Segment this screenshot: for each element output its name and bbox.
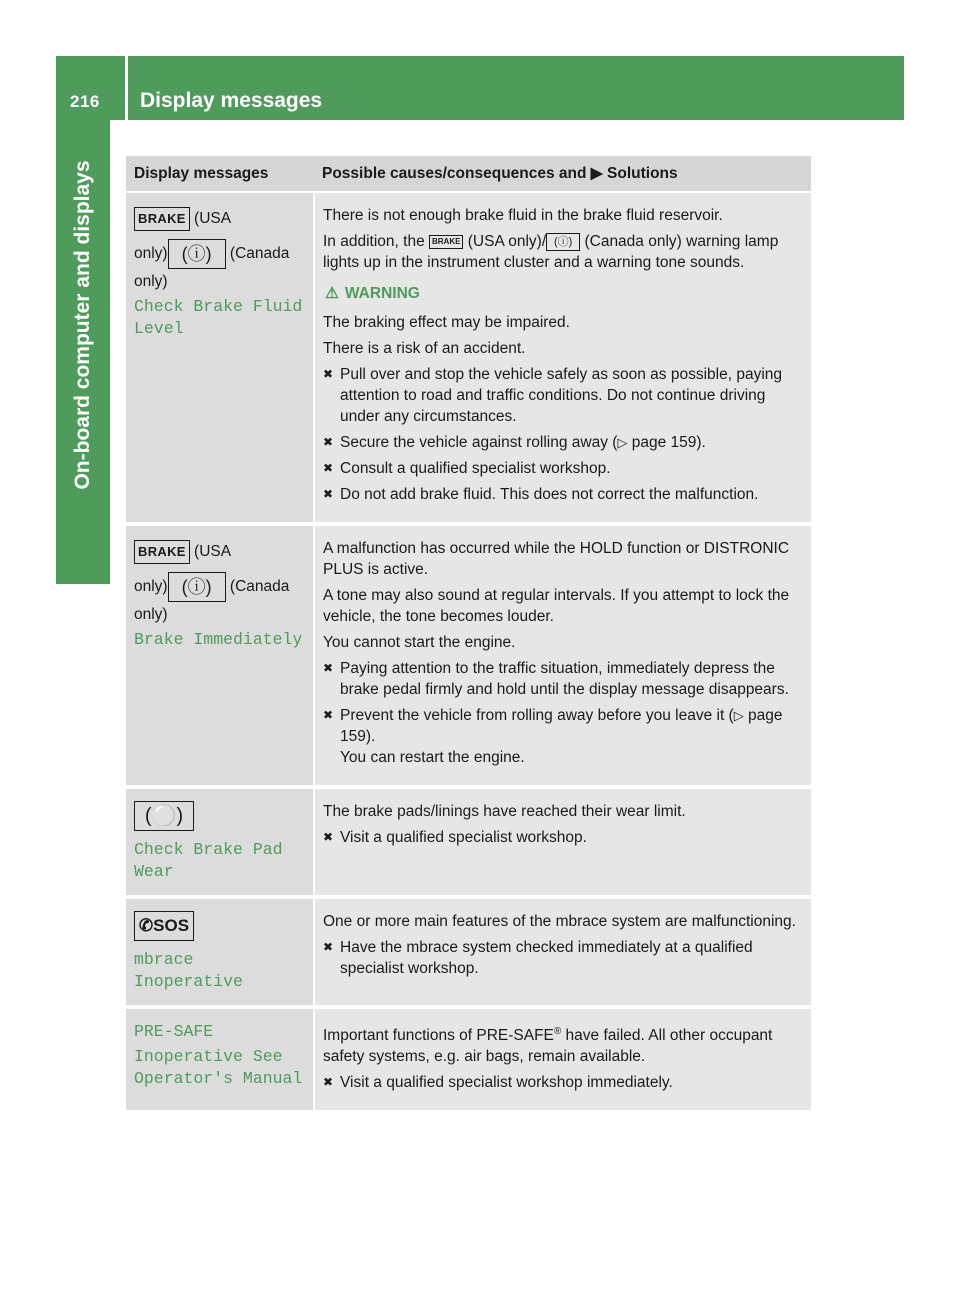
step-arrow-icon: ✖ xyxy=(323,1075,334,1090)
step-arrow-icon: ✖ xyxy=(323,435,334,449)
table-header-row xyxy=(126,156,811,192)
page-ref-icon: ▷ xyxy=(617,435,628,450)
col-header-causes: Possible causes/consequences and ▶ Solutions xyxy=(314,156,811,192)
page-number: 216 xyxy=(70,92,100,111)
play-arrow-icon: ▶ xyxy=(590,165,603,182)
step-arrow-icon: ✖ xyxy=(323,830,334,844)
display-message-cell xyxy=(126,1007,314,1112)
step-item: ✖ Visit a qualified specialist workshop immediately. xyxy=(323,1074,673,1092)
solutions-cell: There is not enough brake fluid in the brake fluid reservoir. In addition, the BRAKE (USA only)/ (ⓘ) (Canada only) warning lamp lights up in the instrument cluster and a warning tone sounds. ⚠ WARNING The braking effect may be impaired. There is a risk of an accident. ✖ Pull over and stop the vehicle safely as soon as possible, paying attention to road and traffic conditions. Do not continue driving under any circumstances. ✖ Secure the vehicle against rolling away (▷ page 159). ✖ Consult a qualified specialist workshop. ✖ Do not add brake fluid. This does not correct the malfunction. xyxy=(314,192,811,524)
message-text: Check Brake Pad xyxy=(134,840,283,859)
sidebar-section xyxy=(56,120,110,530)
step-item: ✖ Paying attention to the traffic situation, immediately depress the brake pedal firmly and hold until the display message disappears. xyxy=(323,660,789,698)
solutions-cell: One or more main features of the mbrace system are malfunctioning. ✖ Have the mbrace system checked immediately at a qualified specialist workshop. xyxy=(314,897,811,1007)
step-arrow-icon: ✖ xyxy=(323,487,334,501)
step-item: ✖ Pull over and stop the vehicle safely as soon as possible, paying attention to road and traffic conditions. Do not continue driving under any circumstances. xyxy=(323,366,783,425)
display-message-cell xyxy=(126,897,314,1007)
brake-warning-icon: BRAKE xyxy=(134,540,190,564)
step-item: ✖ Secure the vehicle against rolling away (▷ page 159). xyxy=(323,434,706,451)
message-text: PRE-SAFE xyxy=(134,1022,214,1041)
step-arrow-icon: ✖ xyxy=(323,367,334,381)
step-item: ✖ Have the mbrace system checked immediately at a qualified specialist workshop. xyxy=(323,939,753,977)
table-row xyxy=(126,192,811,524)
page-title: Display messages xyxy=(140,89,323,112)
display-message-cell: BRAKE (USA only) (ⓘ) (Canada only) Check Brake Fluid Level xyxy=(126,192,314,524)
brake-pad-wear-icon: (⚪) xyxy=(134,801,194,831)
step-arrow-icon: ✖ xyxy=(323,708,334,722)
message-text: Level xyxy=(134,319,184,338)
sos-phone-icon: ✆SOS xyxy=(134,911,194,941)
solutions-cell: The brake pads/linings have reached their wear limit. ✖ Visit a qualified specialist workshop. xyxy=(314,787,811,897)
solutions-cell: A malfunction has occurred while the HOLD function or DISTRONIC PLUS is active. A tone may also sound at regular intervals. If you attempt to lock the vehicle, the tone becomes louder. You cannot start the engine. ✖ Paying attention to the traffic situation, immediately depress the brake pedal firmly and hold until the display message disappears. ✖ Prevent the vehicle from rolling away before you leave it (▷ page 159). You can restart the engine. xyxy=(314,524,811,787)
warning-label: ⚠ WARNING xyxy=(325,285,420,302)
table-row xyxy=(126,524,811,787)
brake-circle-warning-icon: (ⓘ) xyxy=(546,233,580,251)
message-text: Operator's Manual xyxy=(134,1069,303,1088)
step-item: ✖ Do not add brake fluid. This does not correct the malfunction. xyxy=(323,486,759,503)
display-message-cell: BRAKE (USA only) (ⓘ) (Canada only) Brake Immediately xyxy=(126,524,314,787)
message-text: Brake Immediately xyxy=(134,630,303,649)
brake-warning-icon: BRAKE xyxy=(134,207,190,231)
step-item: ✖ Visit a qualified specialist workshop. xyxy=(323,829,587,846)
brake-warning-icon: BRAKE xyxy=(429,235,463,249)
message-text: mbrace Inoperative xyxy=(134,950,243,991)
message-text: Check Brake Fluid xyxy=(134,297,303,316)
page-ref-icon: ▷ xyxy=(733,708,744,723)
warning-triangle-icon: ⚠ xyxy=(325,285,339,302)
display-messages-table xyxy=(126,156,811,1114)
display-message-cell xyxy=(126,787,314,897)
sidebar-section-label: On-board computer and displays xyxy=(71,160,94,490)
message-text: Wear xyxy=(134,862,174,881)
solutions-cell: Important functions of PRE-SAFE® have failed. All other occupant safety systems, e.g. air bags, remain available. ✖ Visit a qualified specialist workshop immediately. xyxy=(314,1007,811,1112)
brake-circle-warning-icon: (ⓘ) xyxy=(168,572,226,602)
table-row xyxy=(126,897,811,1007)
step-item: ✖ Prevent the vehicle from rolling away before you leave it (▷ page 159). You can restart the engine. xyxy=(323,707,783,766)
header-separator xyxy=(125,56,128,120)
step-arrow-icon: ✖ xyxy=(323,661,334,675)
table-row xyxy=(126,787,811,897)
step-item: ✖ Consult a qualified specialist workshop. xyxy=(323,460,611,477)
brake-circle-warning-icon: (ⓘ) xyxy=(168,239,226,269)
step-arrow-icon: ✖ xyxy=(323,940,334,954)
message-text: Inoperative See xyxy=(134,1047,283,1066)
table-row xyxy=(126,1007,811,1112)
step-arrow-icon: ✖ xyxy=(323,461,334,475)
col-header-display-messages: Display messages xyxy=(126,156,314,192)
